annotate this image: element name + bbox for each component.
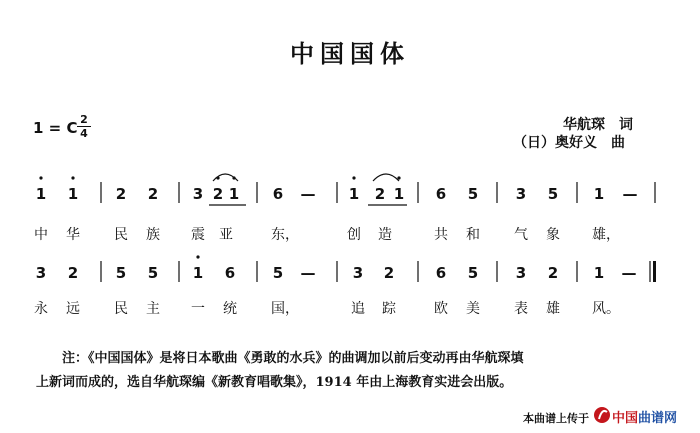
note: — [622, 185, 638, 203]
logo-text-red: 中国 [612, 411, 639, 426]
octave-dot [71, 176, 74, 179]
lyric: 中 [34, 227, 48, 243]
note: 1 [35, 185, 47, 203]
note: 1 [348, 185, 360, 203]
lyric: 风。 [592, 301, 620, 317]
note: 5 [272, 264, 284, 282]
lyric: 民 [114, 227, 128, 243]
octave-dot [216, 176, 219, 179]
footnote-line-1: 注：《中国国体》是将日本歌曲《勇敢的水兵》的曲调加以前后变动再由华航琛填 [62, 351, 524, 366]
lyric: 主 [146, 301, 160, 317]
note: 2 [147, 185, 159, 203]
note: 6 [435, 185, 447, 203]
lyric: 造 [378, 227, 392, 243]
lyric: 追 [351, 301, 365, 317]
note: — [621, 264, 637, 282]
lyric: 气 [514, 227, 528, 243]
lyric: 表 [514, 301, 528, 317]
lyric: 统 [223, 301, 237, 317]
lyric: 永 [34, 301, 48, 317]
note: 1 [228, 185, 240, 203]
key-signature: 1 = C [33, 119, 78, 137]
page-title: 中国国体 [290, 39, 410, 68]
lyric: 亚 [219, 227, 233, 243]
note: 1 [593, 264, 605, 282]
lyric: 民 [114, 301, 128, 317]
note: 2 [374, 185, 386, 203]
note: 1 [192, 264, 204, 282]
lyric: 雄， [592, 227, 620, 243]
lyric: 一 [191, 301, 205, 317]
note: 6 [272, 185, 284, 203]
lyric: 和 [466, 227, 480, 243]
note: 2 [212, 185, 224, 203]
octave-dot [39, 176, 42, 179]
octave-dot [196, 255, 199, 258]
lyricist-credit: 华航琛 词 [563, 117, 633, 133]
lyric: 创 [347, 227, 361, 243]
lyric: 东， [271, 227, 299, 243]
note: 2 [383, 264, 395, 282]
site-logo[interactable] [592, 405, 696, 427]
logo-text-blue: 曲谱网 [638, 411, 678, 426]
octave-dot [232, 176, 235, 179]
note: 5 [115, 264, 127, 282]
note: 3 [192, 185, 204, 203]
note: — [300, 264, 316, 282]
note: 3 [515, 185, 527, 203]
octave-dot [397, 176, 400, 179]
lyric: 共 [434, 227, 448, 243]
composer-credit: （日）奥好义 曲 [513, 135, 625, 151]
note: 5 [467, 185, 479, 203]
lyric: 远 [66, 301, 80, 317]
note: 2 [115, 185, 127, 203]
lyric: 震 [191, 227, 205, 243]
note: 5 [147, 264, 159, 282]
note: 3 [515, 264, 527, 282]
upload-note: 本曲谱上传于 [523, 412, 589, 425]
slur [373, 174, 399, 181]
lyric: 美 [466, 301, 480, 317]
lyric: 欧 [434, 301, 448, 317]
meter-bottom: 4 [77, 126, 91, 140]
lyric: 踪 [382, 301, 396, 317]
lyric: 国， [271, 301, 299, 317]
note: 5 [467, 264, 479, 282]
final-barline-thick [653, 261, 656, 282]
meter-top: 2 [80, 113, 88, 126]
note: 2 [67, 264, 79, 282]
note: 5 [547, 185, 559, 203]
logo-mark-icon [593, 406, 611, 424]
lyric: 华 [66, 227, 80, 243]
note: 2 [547, 264, 559, 282]
lyric: 族 [146, 227, 160, 243]
lyric: 雄 [546, 301, 560, 317]
octave-dot [352, 176, 355, 179]
note: 3 [352, 264, 364, 282]
footnote-line-2: 上新词而成的，选自华航琛编《新教育唱歌集》，1914 年由上海教育实进会出版。 [36, 375, 513, 390]
note: 1 [593, 185, 605, 203]
lyric: 象 [546, 227, 560, 243]
note: 6 [435, 264, 447, 282]
note: 3 [35, 264, 47, 282]
note: 1 [393, 185, 405, 203]
note: 1 [67, 185, 79, 203]
logo-text [612, 407, 677, 426]
note: — [300, 185, 316, 203]
note: 6 [224, 264, 236, 282]
